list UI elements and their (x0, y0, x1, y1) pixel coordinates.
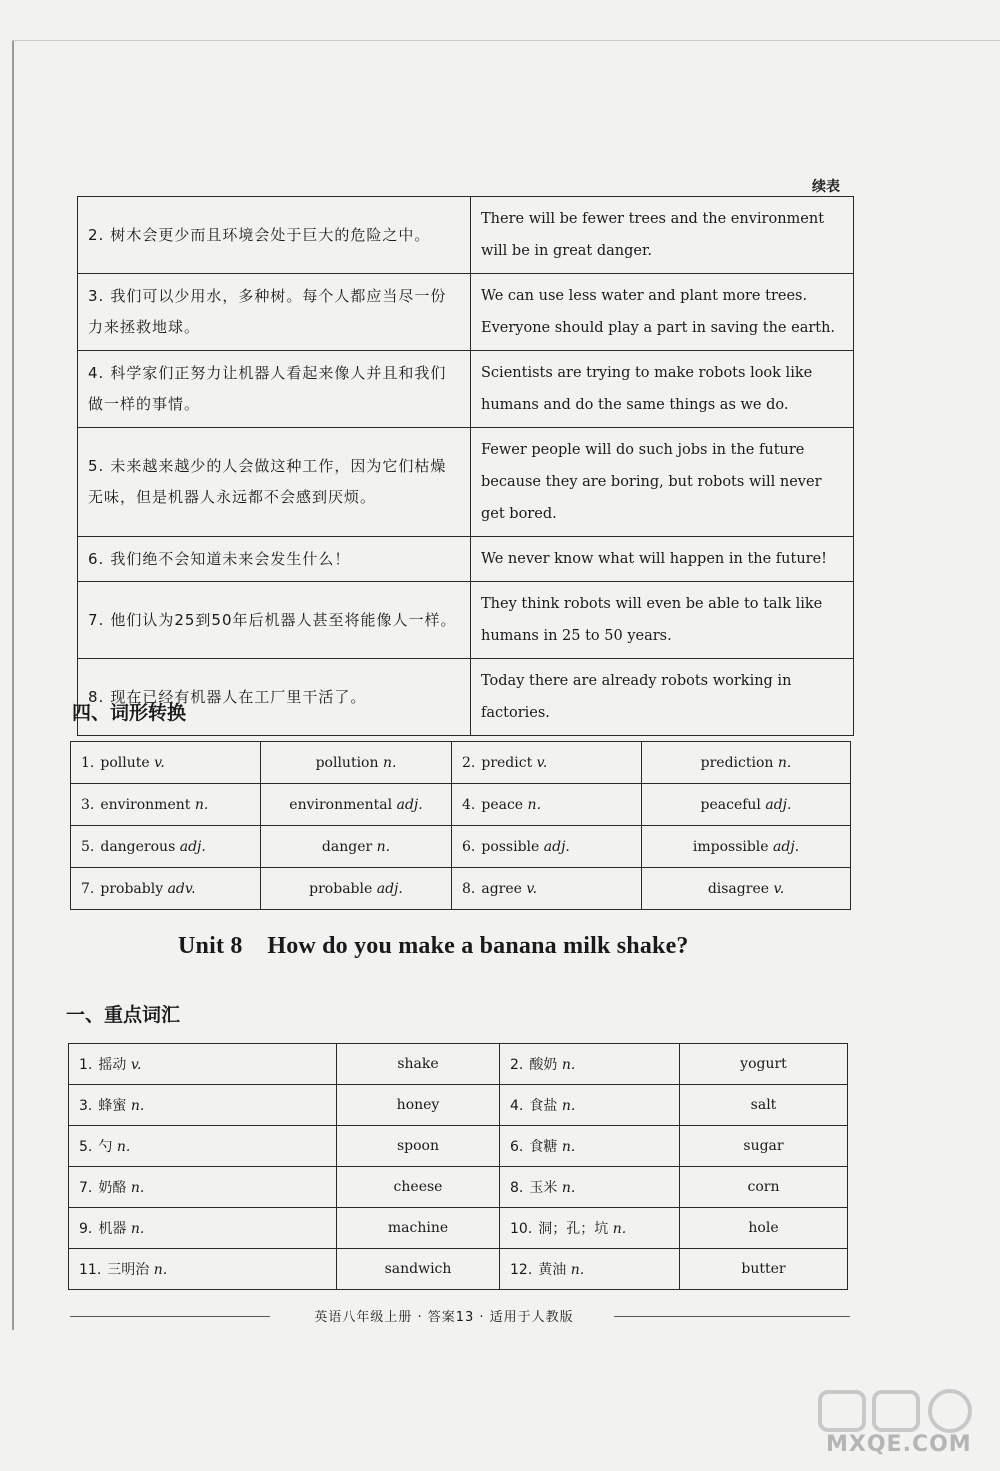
item-number: 4. (88, 364, 105, 382)
base-word-cell (452, 826, 642, 868)
table-row (78, 659, 854, 736)
english-term: sugar (743, 1138, 784, 1154)
answer-word-cell (261, 784, 452, 826)
chinese-term-cell (500, 1208, 680, 1249)
item-number: 6. (88, 549, 105, 568)
unit-heading: Unit 8 How do you make a banana milk shake? (178, 933, 689, 959)
chinese-sentence: 他们认为25到50年后机器人甚至将能像人一样。 (110, 610, 457, 629)
english-term: sandwich (384, 1261, 452, 1277)
part-of-speech: v. (526, 880, 538, 897)
english-term-cell (337, 1085, 500, 1126)
base-word-cell (71, 826, 261, 868)
part-of-speech: n. (777, 754, 792, 771)
table-row (69, 1208, 848, 1249)
english-sentence-cell (471, 428, 854, 537)
base-word: probably (100, 880, 164, 897)
english-sentence: They think robots will even be able to talk like humans in 25 to 50 years. (481, 596, 823, 644)
base-word-cell (452, 784, 642, 826)
watermark-text: MXQE.COM (826, 1432, 972, 1457)
english-sentence-cell (471, 537, 854, 582)
base-word: dangerous (100, 838, 176, 855)
page-edge (12, 40, 14, 1330)
item-number: 4. (462, 796, 476, 813)
english-sentence: There will be fewer trees and the environment will be in great danger. (481, 211, 825, 259)
part-of-speech: n. (194, 796, 209, 813)
table-row (69, 1085, 848, 1126)
table-row (71, 784, 851, 826)
chinese-term-cell (500, 1085, 680, 1126)
english-term-cell (680, 1044, 848, 1085)
base-word-cell (71, 868, 261, 910)
chinese-term-cell (69, 1208, 337, 1249)
english-term-cell (337, 1044, 500, 1085)
base-word: predict (481, 754, 533, 771)
chinese-term-cell (69, 1085, 337, 1126)
part-of-speech: adj. (765, 796, 792, 813)
base-word: agree (481, 880, 522, 897)
answer-word-cell (642, 784, 851, 826)
part-of-speech: n. (561, 1098, 576, 1114)
table-row (71, 742, 851, 784)
item-number: 11. (79, 1262, 102, 1278)
part-of-speech: adj. (396, 796, 423, 813)
base-word: environment (100, 796, 191, 813)
chinese-term: 洞；孔；坑 (538, 1221, 609, 1237)
english-term: hole (748, 1220, 779, 1236)
section-title-word-forms: 四、词形转换 (72, 702, 187, 724)
item-number: 8. (510, 1180, 524, 1196)
table-row (69, 1044, 848, 1085)
english-term: honey (396, 1097, 440, 1113)
base-word-cell (71, 742, 261, 784)
answer-word: environmental (289, 796, 393, 813)
answer-word: danger (321, 838, 373, 855)
footer-rule-left (70, 1316, 270, 1317)
chinese-term: 机器 (98, 1221, 127, 1237)
chinese-sentence-cell (78, 582, 471, 659)
english-sentence-cell (471, 197, 854, 274)
chinese-term: 酸奶 (529, 1057, 558, 1073)
part-of-speech: v. (154, 754, 165, 771)
chinese-term: 三明治 (107, 1262, 150, 1278)
part-of-speech: n. (382, 754, 397, 771)
answer-word-cell (642, 868, 851, 910)
continuation-label: 续表 (812, 179, 840, 195)
item-number: 2. (462, 754, 476, 771)
english-term: butter (741, 1261, 786, 1277)
chinese-term: 食糖 (529, 1139, 558, 1155)
english-term: spoon (396, 1138, 440, 1154)
part-of-speech: adj. (179, 838, 206, 855)
item-number: 8. (462, 880, 476, 897)
answer-word: peaceful (700, 796, 761, 813)
chinese-term: 摇动 (98, 1057, 127, 1073)
english-term: cheese (393, 1179, 443, 1195)
item-number: 4. (510, 1098, 524, 1114)
english-term-cell (337, 1208, 500, 1249)
part-of-speech: n. (116, 1139, 131, 1155)
translation-table (77, 196, 854, 736)
item-number: 5. (79, 1139, 93, 1155)
vocabulary-table (68, 1043, 848, 1290)
answer-word-cell (261, 742, 452, 784)
item-number: 8. (88, 687, 105, 706)
item-number: 6. (510, 1139, 524, 1155)
base-word: peace (481, 796, 524, 813)
part-of-speech: n. (561, 1139, 576, 1155)
english-term: yogurt (740, 1056, 787, 1072)
answer-word-cell (261, 826, 452, 868)
base-word: pollute (100, 754, 150, 771)
english-sentence: Fewer people will do such jobs in the future because they are boring, but robots will never get bored. (481, 442, 822, 522)
part-of-speech: n. (153, 1262, 168, 1278)
chinese-sentence: 现在已经有机器人在工厂里干活了。 (110, 687, 367, 706)
answer-word: impossible (692, 838, 769, 855)
part-of-speech: adj. (376, 880, 403, 897)
part-of-speech: n. (130, 1180, 145, 1196)
answer-word: prediction (700, 754, 774, 771)
item-number: 1. (79, 1057, 93, 1073)
base-word-cell (452, 868, 642, 910)
chinese-term: 食盐 (529, 1098, 558, 1114)
answer-word-cell (261, 868, 452, 910)
english-term-cell (680, 1085, 848, 1126)
part-of-speech: v. (773, 880, 785, 897)
part-of-speech: n. (570, 1262, 585, 1278)
item-number: 2. (510, 1057, 524, 1073)
answer-word: pollution (315, 754, 379, 771)
english-term: corn (747, 1179, 780, 1195)
english-sentence: Scientists are trying to make robots look like humans and do the same things as we do. (481, 365, 813, 413)
english-sentence-cell (471, 274, 854, 351)
base-word-cell (71, 784, 261, 826)
english-term-cell (680, 1126, 848, 1167)
part-of-speech: n. (130, 1098, 145, 1114)
part-of-speech: adj. (543, 838, 570, 855)
chinese-term-cell (69, 1249, 337, 1290)
chinese-term-cell (500, 1044, 680, 1085)
chinese-term-cell (69, 1167, 337, 1208)
base-word-cell (452, 742, 642, 784)
page-top-edge (12, 40, 1000, 41)
part-of-speech: n. (527, 796, 542, 813)
part-of-speech: adj. (773, 838, 800, 855)
item-number: 7. (79, 1180, 93, 1196)
english-term: salt (750, 1097, 777, 1113)
chinese-sentence: 我们可以少用水，多种树。每个人都应当尽一份力来拯救地球。 (88, 287, 447, 336)
chinese-term: 玉米 (529, 1180, 558, 1196)
chinese-term-cell (500, 1167, 680, 1208)
table-row (78, 537, 854, 582)
chinese-term-cell (500, 1249, 680, 1290)
chinese-sentence-cell (78, 351, 471, 428)
chinese-term-cell (69, 1126, 337, 1167)
chinese-sentence: 未来越来越少的人会做这种工作，因为它们枯燥无味，但是机器人永远都不会感到厌烦。 (88, 457, 447, 506)
table-row (69, 1126, 848, 1167)
english-term-cell (680, 1208, 848, 1249)
english-term-cell (337, 1167, 500, 1208)
item-number: 2. (88, 225, 105, 244)
english-sentence: We can use less water and plant more trees. Everyone should play a part in saving the earth. (481, 288, 836, 336)
item-number: 7. (88, 610, 105, 629)
item-number: 10. (510, 1221, 533, 1237)
english-sentence-cell (471, 659, 854, 736)
answer-word-cell (642, 742, 851, 784)
item-number: 3. (79, 1098, 93, 1114)
table-row (69, 1249, 848, 1290)
english-term-cell (337, 1249, 500, 1290)
english-sentence: We never know what will happen in the future! (481, 551, 828, 567)
base-word: possible (481, 838, 540, 855)
chinese-sentence-cell (78, 428, 471, 537)
english-term-cell (680, 1249, 848, 1290)
chinese-sentence: 我们绝不会知道未来会发生什么！ (110, 549, 351, 568)
chinese-term-cell (500, 1126, 680, 1167)
item-number: 3. (81, 796, 95, 813)
english-sentence-cell (471, 582, 854, 659)
chinese-term: 蜂蜜 (98, 1098, 127, 1114)
chinese-sentence-cell (78, 537, 471, 582)
item-number: 6. (462, 838, 476, 855)
item-number: 7. (81, 880, 95, 897)
chinese-sentence-cell (78, 197, 471, 274)
table-row (78, 274, 854, 351)
english-sentence: Today there are already robots working in factories. (481, 673, 792, 721)
part-of-speech: n. (130, 1221, 145, 1237)
word-form-table (70, 741, 851, 910)
item-number: 1. (81, 754, 95, 771)
item-number: 5. (88, 457, 105, 475)
table-row (69, 1167, 848, 1208)
table-row (78, 197, 854, 274)
item-number: 3. (88, 287, 105, 305)
item-number: 5. (81, 838, 95, 855)
section-title-key-vocabulary: 一、重点词汇 (66, 1004, 181, 1026)
english-sentence-cell (471, 351, 854, 428)
chinese-term-cell (69, 1044, 337, 1085)
english-term-cell (337, 1126, 500, 1167)
answer-word: disagree (707, 880, 770, 897)
footer-rule-right (614, 1316, 850, 1317)
part-of-speech: v. (130, 1057, 142, 1073)
part-of-speech: n. (376, 838, 391, 855)
chinese-term: 勺 (98, 1139, 113, 1155)
item-number: 9. (79, 1221, 93, 1237)
table-row (78, 428, 854, 537)
part-of-speech: adv. (167, 880, 196, 897)
part-of-speech: n. (561, 1057, 576, 1073)
english-term: machine (387, 1220, 449, 1236)
page-footer: 英语八年级上册 · 答案13 · 适用于人教版 (314, 1310, 574, 1325)
table-row (78, 582, 854, 659)
chinese-sentence: 树木会更少而且环境会处于巨大的危险之中。 (110, 225, 431, 244)
table-row (78, 351, 854, 428)
table-row (71, 868, 851, 910)
chinese-term: 奶酪 (98, 1180, 127, 1196)
part-of-speech: n. (612, 1221, 627, 1237)
item-number: 12. (510, 1262, 533, 1278)
answer-word: probable (309, 880, 373, 897)
chinese-sentence-cell (78, 274, 471, 351)
chinese-sentence: 科学家们正努力让机器人看起来像人并且和我们做一样的事情。 (88, 364, 447, 413)
answer-word-cell (642, 826, 851, 868)
table-row (71, 826, 851, 868)
english-term: shake (397, 1056, 439, 1072)
part-of-speech: v. (536, 754, 548, 771)
part-of-speech: n. (561, 1180, 576, 1196)
english-term-cell (680, 1167, 848, 1208)
chinese-term: 黄油 (538, 1262, 567, 1278)
